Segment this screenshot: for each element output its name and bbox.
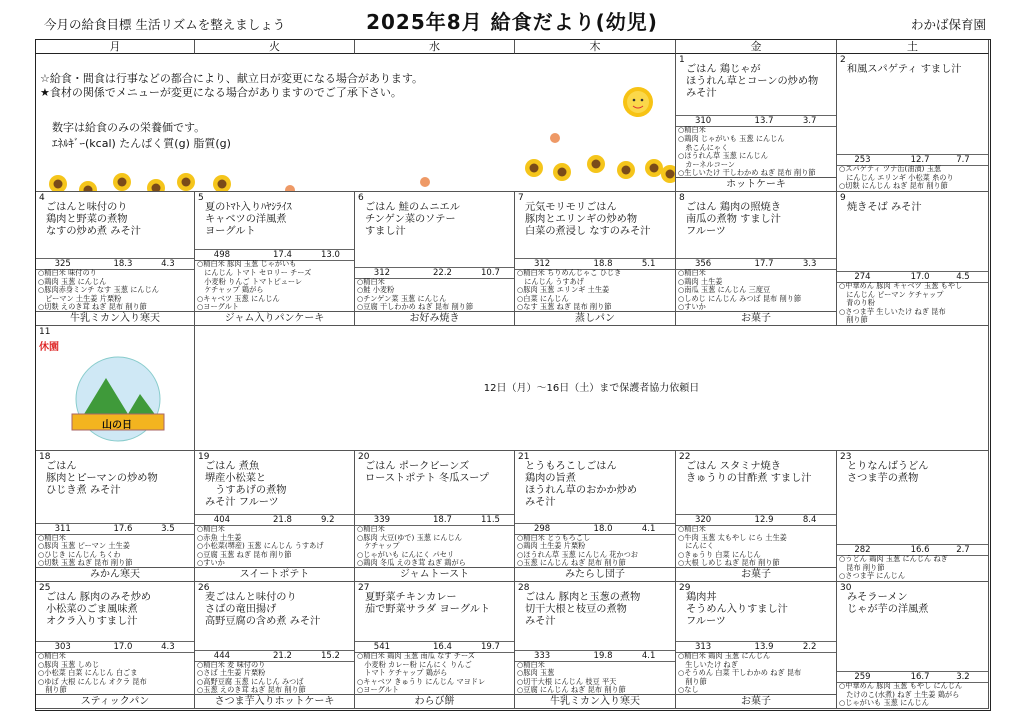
day-number: 8	[679, 193, 685, 203]
snack-label: 牛乳ミカン入り寒天	[36, 311, 194, 325]
protein-value: 16.6	[910, 545, 930, 556]
protein-value: 16.7	[910, 672, 930, 683]
fat-value: 13.0	[321, 250, 340, 261]
energy-value: 339	[373, 515, 391, 525]
fat-value: 4.1	[641, 523, 656, 534]
snack-label: スティックパン	[36, 694, 194, 708]
day-cell	[195, 192, 355, 326]
fat-value: 3.2	[956, 672, 970, 683]
day-number: 23	[840, 452, 852, 462]
ingredients-list: ○精白米 鶏肉 玉葱 南瓜 なす チーズ 小麦粉 カレー粉 にんにく りんご トマト ケチャップ 鶏がら ○キャベツ きゅうり にんじん マヨドレ ○ヨーグルト	[357, 652, 486, 695]
energy-value: 259	[854, 672, 871, 683]
fat-value: 4.5	[956, 272, 970, 282]
fat-value: 9.2	[321, 515, 335, 525]
protein-value: 18.3	[113, 259, 133, 269]
holiday-cell	[36, 326, 195, 451]
nutrition-legend: 数字は給食のみの栄養価です。 ｴﾈﾙｷﾞｰ(kcal) たんぱく質(g) 脂質(g)	[52, 121, 231, 150]
day-number: 20	[358, 452, 370, 462]
ingredients-list: ○精白米 ○鮭 小麦粉 ○チンゲン菜 玉葱 にんじん ○豆腐 干しわかめ ねぎ 昆布 削り節	[357, 277, 474, 312]
fat-value: 5.1	[641, 259, 656, 269]
fat-value: 2.7	[956, 545, 970, 556]
day-cell	[195, 582, 355, 709]
protein-value: 21.8	[273, 515, 292, 525]
mountain-day-label: 山の日	[102, 420, 132, 431]
day-number: 19	[198, 452, 210, 462]
protein-value: 13.9	[754, 642, 774, 652]
day-number: 11	[39, 327, 51, 337]
ingredients-list: ○精白米 豚肉 玉葱 じゃがいも にんじん トマト セロリー チーズ 小麦粉 りんご トマトピューレ ケチャップ 鶏がら ○キャベツ 玉葱 にんじん ○ヨーグルト	[197, 260, 312, 312]
menu-text: 夏野菜チキンカレー 茄で野菜サラダ ヨーグルト	[365, 592, 491, 615]
day-cell	[837, 451, 989, 582]
ingredients-list: ○中華めん 豚肉 キャベツ 玉葱 もやし にんじん ピーマン ケチャップ 青のり粉 ○さつま芋 生しいたけ ねぎ 昆布 削り節	[839, 282, 963, 325]
ingredients-list: ○精白米 ○豚肉 玉葱 ○切干大根 にんじん 枝豆 平天 ○豆腐 にんじん ねぎ 昆布 削り節	[517, 660, 626, 695]
menu-text: 元気モリモリごはん 豚肉とエリンギの炒め物 白菜の煮浸し なすのみそ汁	[525, 202, 651, 237]
menu-text: ごはん 豚肉とピーマンの炒め物 ひじき煮 みそ汁	[46, 461, 158, 496]
ingredients-list: ○中華めん 豚肉 玉葱 もやし にんじん たけのこ(水煮) ねぎ 土生姜 鶏がら ○じゃがいも 玉葱 にんじん	[839, 682, 963, 708]
day-number: 9	[840, 193, 846, 203]
energy-value: 298	[533, 523, 551, 534]
notice-block	[36, 54, 676, 192]
menu-text: 鶏肉丼 そうめん入りすまし汁 フルーツ	[686, 592, 788, 627]
menu-text: ごはん 鶏じゃが ほうれん草とコーンの炒め物 みそ汁	[686, 64, 819, 99]
ingredients-list: ○精白米 ○牛肉 玉葱 太もやし にら 土生姜 にんにく ○きゅうり 白菜 にんじん ○大根 しめじ ねぎ 昆布 削り節	[678, 525, 787, 568]
cooperation-notice: 12日（月）～16日（土）まで保護者協力依頼日	[483, 383, 700, 394]
ingredients-list: ○精白米 ○豚肉 大豆(ゆで) 玉葱 にんじん ケチャップ ○じゃがいも にんにく パセリ ○鶏肉 冬瓜 えのき茸 ねぎ 鶏がら	[357, 525, 466, 568]
protein-value: 17.6	[113, 523, 133, 534]
menu-text: 焼きそば みそ汁	[847, 202, 922, 213]
snack-label: お菓子	[676, 694, 836, 708]
day-number: 1	[679, 55, 685, 65]
day-number: 25	[39, 583, 51, 593]
menu-text: ごはん 豚肉と玉葱の煮物 切干大根と枝豆の煮物 みそ汁	[525, 592, 641, 627]
fat-value: 4.3	[161, 642, 175, 652]
protein-value: 13.7	[754, 116, 774, 127]
ingredients-list: ○精白米 ○豚肉 玉葱 ピーマン 土生姜 ○ひじき にんじん ちくわ ○切麩 玉葱 ねぎ 昆布 削り節	[38, 533, 133, 568]
energy-value: 282	[854, 545, 871, 556]
snack-label: みかん寒天	[36, 567, 194, 581]
protein-value: 17.4	[273, 250, 292, 261]
menu-text: ごはん ポークビーンズ ローストポテト 冬瓜スープ	[365, 461, 489, 484]
day-cell	[676, 54, 837, 192]
menu-text: ごはん スタミナ焼き きゅうりの甘酢煮 すまし汁	[686, 461, 812, 484]
energy-value: 310	[694, 116, 712, 127]
protein-value: 12.9	[754, 515, 774, 525]
weekday-header: 土	[837, 40, 989, 54]
notice-text: ☆給食・間食は行事などの都合により、献立日が変更になる場合があります。 ★食材の関係でメニューが変更になる場合がありますのでご了承下さい。	[40, 72, 423, 99]
energy-value: 312	[533, 259, 551, 269]
menu-text: ごはんと味付のり 鶏肉と野菜の煮物 なすの炒め煮 みそ汁	[46, 202, 141, 237]
protein-value: 18.8	[593, 259, 613, 269]
closed-label: 休園	[39, 342, 59, 353]
sunflower-decoration	[36, 54, 676, 192]
energy-value: 274	[854, 272, 871, 282]
ingredients-list: ○うどん 鶏肉 玉葱 にんじん ねぎ 昆布 削り節 ○さつま芋 にんじん	[839, 555, 948, 581]
energy-value: 444	[213, 650, 231, 661]
snack-label: ジャムトースト	[355, 567, 514, 581]
ingredients-list: ○精白米 とうもろこし ○鶏肉 土生姜 片栗粉 ○ほうれん草 玉葱 にんじん 花かつお ○玉葱 にんじん ねぎ 昆布 削り節	[517, 533, 638, 568]
ingredients-list: ○精白米 ○豚肉 玉葱 しめじ ○小松菜 白菜 にんじん 白ごま ○ゆば 大根 にんじん オクラ 昆布 削り節	[38, 652, 147, 695]
snack-label: お菓子	[676, 567, 836, 581]
day-cell	[36, 192, 195, 326]
fat-value: 3.5	[161, 523, 175, 534]
day-number: 27	[358, 583, 370, 593]
snack-label: 牛乳ミカン入り寒天	[515, 694, 675, 708]
day-cell	[355, 192, 515, 326]
day-number: 18	[39, 452, 51, 462]
holiday-banner	[195, 326, 989, 451]
weekday-header: 月	[36, 40, 195, 54]
day-cell	[837, 582, 989, 709]
day-cell	[676, 582, 837, 709]
day-number: 2	[840, 55, 846, 65]
snack-label: お好み焼き	[355, 311, 514, 325]
ingredients-list: ○精白米 麦 味付のり ○さば 土生姜 片栗粉 ○高野豆腐 玉葱 にんじん みつば ○玉葱 えのき茸 ねぎ 昆布 削り節	[197, 660, 306, 695]
day-cell	[837, 54, 989, 192]
day-cell	[36, 451, 195, 582]
ingredients-list: ○精白米 ○赤魚 土生姜 ○小松菜(堺産) 玉葱 にんじん うすあげ ○豆腐 玉葱 ねぎ 昆布 削り節 ○すいか	[197, 525, 324, 568]
energy-value: 356	[694, 259, 712, 269]
weekday-header: 水	[355, 40, 515, 54]
menu-text: ごはん 鶏肉の照焼き 南瓜の煮物 すまし汁 フルーツ	[686, 202, 781, 237]
day-number: 26	[198, 583, 210, 593]
fat-value: 3.3	[802, 259, 817, 269]
menu-text: とうもろこしごはん 鶏肉の旨煮 ほうれん草のおかか炒め みそ汁	[525, 461, 638, 508]
fat-value: 15.2	[321, 650, 340, 661]
menu-text: みそラーメン じゃが芋の洋風煮	[847, 592, 929, 615]
snack-label: スイートポテト	[195, 567, 354, 581]
menu-text: 夏のﾄﾏﾄ入りﾊﾔｼﾗｲｽ キャベツの洋風煮 ヨーグルト	[205, 202, 292, 237]
fat-value: 8.4	[802, 515, 817, 525]
energy-value: 312	[373, 267, 391, 278]
snack-label: お菓子	[676, 311, 836, 325]
menu-text: ごはん 煮魚 堺産小松菜と うすあげの煮物 みそ汁 フルーツ	[205, 461, 287, 508]
day-number: 30	[840, 583, 852, 593]
snack-label: 蒸しパン	[515, 311, 675, 325]
day-cell	[195, 451, 355, 582]
day-cell	[355, 582, 515, 709]
snack-label: ホットケーキ	[676, 177, 836, 191]
snack-label: ジャム入りパンケーキ	[195, 311, 354, 325]
school-name: わかば保育園	[910, 17, 986, 32]
day-cell	[36, 582, 195, 709]
weekday-header: 木	[515, 40, 676, 54]
energy-value: 253	[854, 155, 871, 166]
protein-value: 22.2	[433, 267, 452, 278]
menu-text: 麦ごはんと味付のり さばの竜田揚げ 高野豆腐の含め煮 みそ汁	[205, 592, 321, 627]
monthly-goal: 今月の給食目標 生活リズムを整えましょう	[44, 17, 286, 32]
energy-value: 313	[694, 642, 712, 652]
day-cell	[837, 192, 989, 326]
day-cell	[676, 451, 837, 582]
day-number: 22	[679, 452, 691, 462]
day-number: 6	[358, 193, 364, 203]
day-cell	[355, 451, 515, 582]
day-number: 28	[518, 583, 530, 593]
protein-value: 19.8	[593, 650, 613, 661]
energy-value: 333	[533, 650, 551, 661]
day-number: 5	[198, 193, 204, 203]
ingredients-list: ○精白米 ○鶏肉 土生姜 ○南瓜 玉葱 にんじん 三度豆 ○しめじ にんじん みつば 昆布 削り節 ○すいか	[678, 269, 802, 312]
protein-value: 17.7	[754, 259, 774, 269]
day-number: 29	[679, 583, 691, 593]
weekday-header: 火	[195, 40, 355, 54]
snack-label: みたらし団子	[515, 567, 675, 581]
menu-text: ごはん 鮭のムニエル チンゲン菜のソテー すまし汁	[365, 202, 460, 237]
energy-value: 404	[213, 515, 231, 525]
protein-value: 18.0	[593, 523, 613, 534]
fat-value: 3.7	[802, 116, 817, 127]
menu-text: 和風スパゲティ すまし汁	[847, 64, 962, 75]
energy-value: 541	[373, 642, 391, 652]
energy-value: 303	[54, 642, 71, 652]
protein-value: 17.0	[910, 272, 930, 282]
day-cell	[515, 192, 676, 326]
snack-label: さつま芋入りホットケーキ	[195, 694, 354, 708]
weekday-header: 金	[676, 40, 837, 54]
day-number: 7	[518, 193, 524, 203]
fat-value: 10.7	[481, 267, 500, 278]
day-cell	[515, 582, 676, 709]
page-title: 2025年8月 給食だより(幼児)	[366, 10, 658, 34]
day-number: 4	[39, 193, 45, 203]
day-cell	[676, 192, 837, 326]
menu-calendar	[35, 39, 991, 711]
protein-value: 12.7	[910, 155, 930, 166]
ingredients-list: ○精白米 味付のり ○鶏肉 玉葱 にんじん ○豚肉赤身ミンチ なす 玉葱 にんじん ピーマン 土生姜 片栗粉 ○切麩 えのき茸 ねぎ 昆布 削り節	[38, 269, 159, 312]
protein-value: 21.2	[273, 650, 292, 661]
menu-text: とりなんばうどん さつま芋の煮物	[847, 461, 929, 484]
ingredients-list: ○精白米 ○鶏肉 じゃがいも 玉葱 にんじん 糸こんにゃく ○ほうれん草 玉葱 にんじん カーネルコーン ○生しいたけ 干しわかめ ねぎ 昆布 削り節	[678, 126, 816, 178]
fat-value: 19.7	[481, 642, 500, 652]
ingredients-list: ○精白米 ちりめんじゃこ ひじき にんじん うすあげ ○豚肉 玉葱 エリンギ 土生姜 ○白菜 にんじん ○なす 玉葱 ねぎ 昆布 削り節	[517, 269, 622, 312]
fat-value: 11.5	[481, 515, 500, 525]
energy-value: 498	[213, 250, 231, 261]
snack-label: わらび餅	[355, 694, 514, 708]
energy-value: 320	[694, 515, 712, 525]
fat-value: 7.7	[956, 155, 970, 166]
protein-value: 17.0	[113, 642, 133, 652]
menu-text: ごはん 豚肉のみそ炒め 小松菜のごま風味煮 オクラ入りすまし汁	[46, 592, 152, 627]
ingredients-list: ○精白米 鶏肉 玉葱 にんじん 生しいたけ ねぎ ○そうめん 白菜 干しわかめ ねぎ 昆布 削り節 ○なし	[678, 652, 802, 695]
energy-value: 325	[54, 259, 71, 269]
fat-value: 4.1	[641, 650, 656, 661]
fat-value: 2.2	[802, 642, 817, 652]
fat-value: 4.3	[161, 259, 175, 269]
protein-value: 16.4	[433, 642, 452, 652]
ingredients-list: ○スパゲティ ツナ缶(油漬) 玉葱 にんじん エリンギ 小松菜 糸のり ○切麩 にんじん ねぎ 昆布 削り節	[839, 165, 954, 191]
day-cell	[515, 451, 676, 582]
energy-value: 311	[54, 523, 71, 534]
day-number: 21	[518, 452, 530, 462]
protein-value: 18.7	[433, 515, 452, 525]
